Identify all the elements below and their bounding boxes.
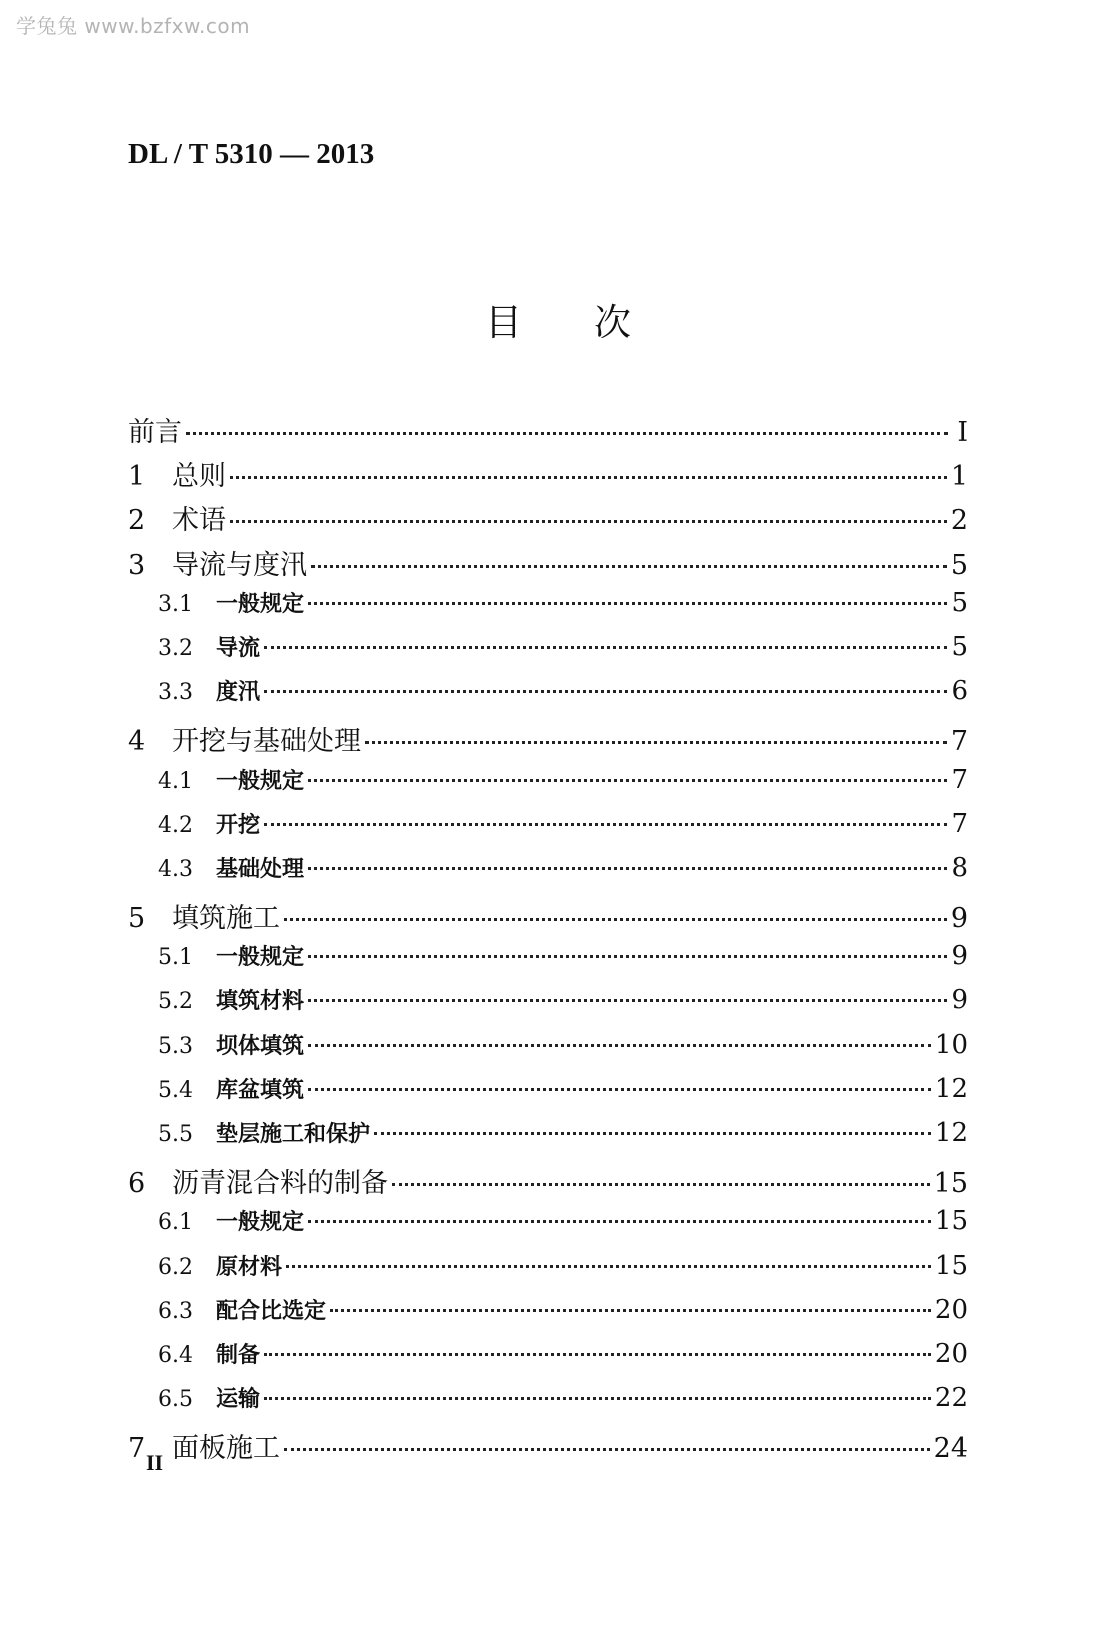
toc-section-row[interactable] bbox=[128, 940, 968, 984]
toc-section-row[interactable] bbox=[128, 984, 968, 1028]
toc-section-row[interactable] bbox=[128, 764, 968, 808]
toc-entry-page: 7 bbox=[951, 808, 968, 839]
toc-entry-label: 度汛 bbox=[216, 679, 261, 706]
toc-entry-page: 1 bbox=[950, 461, 968, 493]
dot-leader bbox=[330, 1309, 931, 1312]
toc-entry-label: 沥青混合料的制备 bbox=[172, 1168, 388, 1200]
toc-entry-number: 6.5 bbox=[158, 1387, 193, 1413]
toc-entry-page: 9 bbox=[951, 985, 968, 1016]
toc-entry-number: 3 bbox=[128, 549, 146, 581]
toc-entry-label: 填筑材料 bbox=[216, 988, 305, 1015]
toc-entry-number: 5 bbox=[128, 903, 146, 935]
toc-entry-label: 填筑施工 bbox=[172, 903, 280, 935]
dot-leader bbox=[284, 1448, 930, 1451]
toc-entry-label: 坝体填筑 bbox=[216, 1032, 305, 1059]
dot-leader bbox=[311, 565, 947, 568]
toc-entry-number: 2 bbox=[128, 505, 146, 537]
page-title: 目次 bbox=[485, 301, 703, 344]
toc-entry-label: 面板施工 bbox=[172, 1433, 280, 1465]
dot-leader bbox=[308, 999, 947, 1002]
toc-entry-label: 前言 bbox=[128, 417, 182, 448]
toc-entry-number: 4 bbox=[128, 726, 146, 758]
toc-entry-page: 20 bbox=[934, 1294, 968, 1325]
toc-entry-label: 术语 bbox=[172, 505, 226, 537]
toc-entry-number: 5.1 bbox=[158, 945, 193, 971]
toc-entry-page: 9 bbox=[951, 941, 968, 972]
dot-leader bbox=[264, 690, 947, 693]
toc-entry-number: 6.4 bbox=[158, 1342, 193, 1368]
dot-leader bbox=[308, 602, 947, 605]
toc-entry-label: 垫层施工和保护 bbox=[216, 1121, 371, 1147]
dot-leader bbox=[264, 646, 947, 649]
toc-entry-number: 3.2 bbox=[158, 635, 193, 661]
toc-chapter-row[interactable] bbox=[128, 498, 968, 542]
dot-leader bbox=[230, 476, 947, 479]
toc-section-row[interactable] bbox=[128, 808, 968, 852]
toc-entry-number: 3.3 bbox=[158, 680, 193, 706]
standard-code: DL / T 5310 — 2013 bbox=[128, 138, 375, 170]
toc-entry-page: 24 bbox=[933, 1433, 968, 1465]
dot-leader bbox=[308, 1088, 931, 1091]
toc-entry-number: 6 bbox=[128, 1168, 146, 1200]
toc-entry-page: 20 bbox=[934, 1338, 968, 1369]
toc-section-row[interactable] bbox=[128, 1117, 968, 1161]
toc-chapter-row[interactable] bbox=[128, 1161, 968, 1205]
toc-entry-number: 4.1 bbox=[158, 768, 193, 794]
table-of-contents bbox=[128, 410, 968, 1471]
dot-leader bbox=[392, 1183, 930, 1186]
toc-entry-label: 一般规定 bbox=[216, 590, 305, 617]
dot-leader bbox=[264, 1353, 931, 1356]
toc-entry-page: 15 bbox=[934, 1250, 968, 1281]
toc-entry-number: 1 bbox=[128, 461, 146, 493]
toc-chapter-row[interactable] bbox=[128, 719, 968, 763]
dot-leader bbox=[284, 918, 947, 921]
toc-entry-label: 一般规定 bbox=[216, 944, 305, 971]
toc-entry-page: 5 bbox=[950, 549, 968, 581]
toc-entry-number: 5.4 bbox=[158, 1077, 193, 1103]
toc-entry-number: 5.2 bbox=[158, 989, 193, 1015]
toc-section-row[interactable] bbox=[128, 1338, 968, 1382]
toc-entry-page: 12 bbox=[934, 1118, 968, 1148]
toc-entry-label: 库盆填筑 bbox=[216, 1076, 305, 1103]
page-number: II bbox=[146, 1450, 164, 1475]
toc-entry-page: 10 bbox=[934, 1029, 968, 1060]
toc-entry-label: 导流与度汛 bbox=[172, 549, 307, 581]
toc-chapter-row[interactable] bbox=[128, 410, 968, 454]
toc-entry-label: 原材料 bbox=[216, 1253, 283, 1280]
dot-leader bbox=[308, 867, 947, 870]
dot-leader bbox=[264, 823, 947, 826]
toc-entry-number: 5.5 bbox=[158, 1122, 193, 1147]
watermark-text: 学兔兔 www.bzfxw.com bbox=[16, 14, 251, 38]
toc-entry-label: 一般规定 bbox=[216, 1209, 305, 1236]
toc-section-row[interactable] bbox=[128, 1073, 968, 1117]
toc-entry-page: 5 bbox=[951, 631, 968, 662]
toc-section-row[interactable] bbox=[128, 1205, 968, 1249]
toc-section-row[interactable] bbox=[128, 675, 968, 719]
dot-leader bbox=[230, 520, 947, 523]
dot-leader bbox=[374, 1132, 931, 1135]
dot-leader bbox=[186, 432, 948, 435]
dot-leader bbox=[264, 1397, 931, 1400]
toc-section-row[interactable] bbox=[128, 852, 968, 896]
toc-entry-page: I bbox=[957, 417, 968, 448]
toc-entry-label: 一般规定 bbox=[216, 767, 305, 794]
toc-entry-number: 6.2 bbox=[158, 1254, 193, 1280]
toc-entry-page: 7 bbox=[950, 726, 968, 758]
dot-leader bbox=[308, 1220, 931, 1223]
toc-entry-page: 22 bbox=[934, 1383, 968, 1414]
toc-entry-label: 运输 bbox=[216, 1386, 261, 1413]
dot-leader bbox=[365, 741, 947, 744]
dot-leader bbox=[286, 1265, 931, 1268]
toc-section-row[interactable] bbox=[128, 1029, 968, 1073]
toc-entry-label: 总则 bbox=[172, 461, 226, 493]
toc-entry-label: 开挖与基础处理 bbox=[172, 726, 361, 758]
dot-leader bbox=[308, 1044, 931, 1047]
toc-section-row[interactable] bbox=[128, 1382, 968, 1426]
toc-entry-page: 2 bbox=[950, 505, 968, 537]
toc-entry-number: 5.3 bbox=[158, 1033, 193, 1059]
toc-entry-number: 4.3 bbox=[158, 856, 193, 882]
toc-entry-page: 15 bbox=[934, 1206, 968, 1237]
toc-section-row[interactable] bbox=[128, 587, 968, 631]
toc-chapter-row[interactable] bbox=[128, 896, 968, 940]
toc-entry-number: 4.2 bbox=[158, 812, 193, 838]
toc-entry-number: 6.3 bbox=[158, 1298, 193, 1324]
toc-chapter-row[interactable] bbox=[128, 543, 968, 587]
toc-section-row[interactable] bbox=[128, 631, 968, 675]
toc-entry-number: 3.1 bbox=[158, 591, 193, 617]
toc-entry-number: 7 bbox=[128, 1433, 146, 1465]
toc-entry-label: 导流 bbox=[216, 634, 261, 661]
dot-leader bbox=[308, 955, 947, 958]
toc-entry-page: 6 bbox=[951, 676, 968, 707]
toc-section-row[interactable] bbox=[128, 1250, 968, 1294]
toc-entry-page: 12 bbox=[934, 1073, 968, 1104]
toc-entry-label: 配合比选定 bbox=[216, 1297, 327, 1324]
toc-chapter-row[interactable] bbox=[128, 1426, 968, 1470]
toc-entry-label: 基础处理 bbox=[216, 855, 305, 882]
toc-entry-page: 8 bbox=[951, 852, 968, 883]
toc-entry-label: 制备 bbox=[216, 1341, 261, 1368]
dot-leader bbox=[308, 779, 947, 782]
toc-entry-number: 6.1 bbox=[158, 1210, 193, 1236]
toc-chapter-row[interactable] bbox=[128, 454, 968, 498]
toc-section-row[interactable] bbox=[128, 1294, 968, 1338]
toc-entry-page: 15 bbox=[933, 1168, 968, 1200]
toc-entry-page: 7 bbox=[951, 764, 968, 795]
toc-entry-page: 9 bbox=[950, 903, 968, 935]
toc-entry-label: 开挖 bbox=[216, 811, 261, 838]
toc-entry-page: 5 bbox=[951, 587, 968, 618]
